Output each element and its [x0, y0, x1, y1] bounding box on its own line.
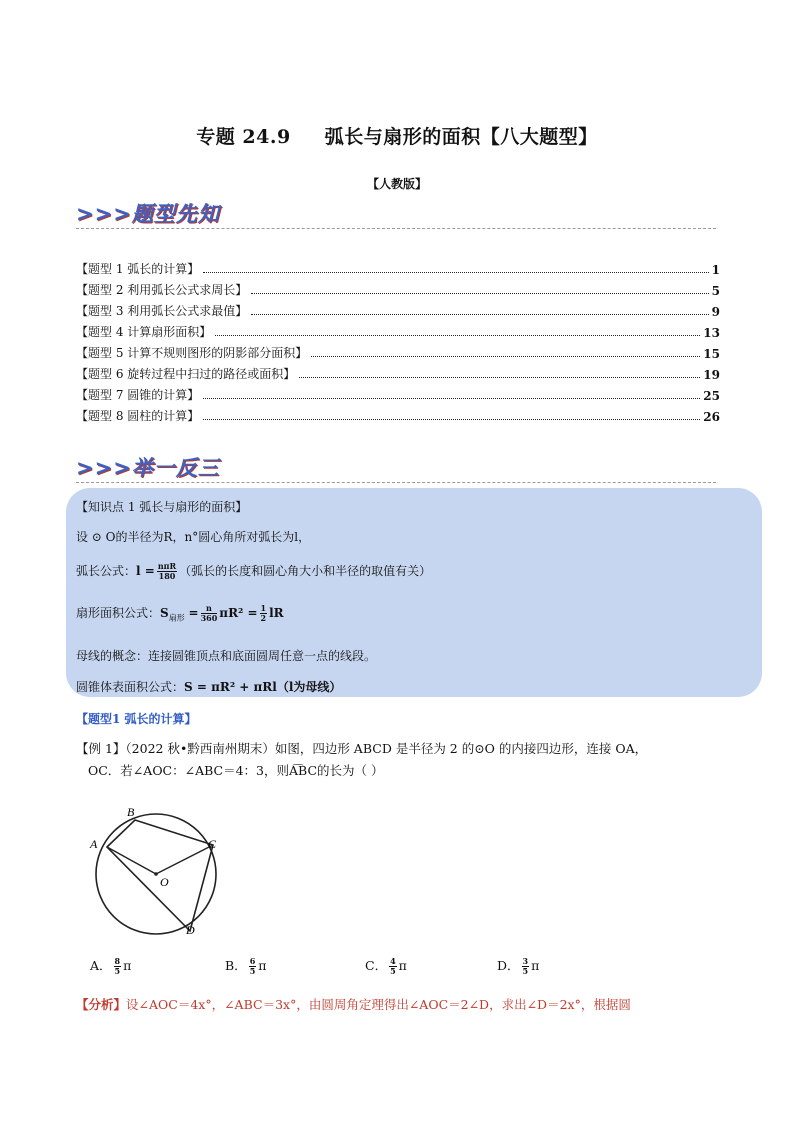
title-prefix: 专题 24.9 [196, 126, 291, 148]
toc-item[interactable]: 【题型 1 弧长的计算】 1 [76, 262, 720, 277]
analysis-body: 设∠AOC＝4x°，∠ABC＝3x°，由圆周角定理得出∠AOC＝2∠D，求出∠D＝2x°，根据圆 [126, 997, 631, 1012]
label-c: C [208, 837, 217, 851]
analysis-text [76, 995, 726, 1013]
label-a: A [90, 837, 98, 851]
generatrix-definition: 母线的概念：连接圆锥顶点和底面圆周任意一点的线段。 [76, 649, 377, 663]
toc-item[interactable]: 【题型 7 圆锥的计算】 25 [76, 388, 720, 403]
knowledge-definition: 设 ⊙ O的半径为R，n°圆心角所对弧长为l， [76, 530, 311, 544]
examples-banner: >>>举一反三 [76, 456, 220, 480]
example-text [76, 738, 726, 782]
segment-oc [156, 845, 213, 874]
segment-oa [107, 847, 156, 874]
example-line-2: OC．若∠AOC：∠ABC＝4：3，则A͡BC的长为（ ） [88, 763, 384, 778]
toc-item[interactable]: 【题型 5 计算不规则图形的阴影部分面积】 15 [76, 346, 720, 361]
edition-label: 【人教版】 [366, 177, 427, 191]
option-b[interactable]: B． $\frac{6}{5}$ π [225, 956, 267, 976]
toc-item[interactable]: 【题型 3 利用弧长公式求最值】 9 [76, 304, 720, 319]
arc-length-formula: 弧长公式：l = $\frac{\text{nπR}}{180}$ （弧长的长度和圆心角大小和半径的取值有关） [76, 561, 432, 581]
label-b: B [127, 805, 135, 819]
analysis-head: 【分析】 [76, 997, 127, 1012]
page-title [0, 122, 794, 149]
knowledge-box [66, 488, 762, 697]
example-line-1: 【例 1】（2022 秋•黔西南州期末）如图，四边形 ABCD 是半径为 2 的⊙O 的内接四边形，连接 OA， [76, 741, 648, 756]
option-c[interactable]: C． $\frac{4}{5}$ π [365, 956, 407, 976]
label-d: D [186, 923, 195, 937]
toc-divider [76, 228, 716, 229]
title-main: 弧长与扇形的面积【八大题型】 [324, 126, 598, 148]
section-heading: 【题型1 弧长的计算】 [76, 712, 197, 726]
examples-divider [76, 482, 716, 483]
option-d[interactable]: D． $\frac{3}{5}$ π [497, 956, 540, 976]
knowledge-heading: 【知识点 1 弧长与扇形的面积】 [76, 500, 248, 514]
toc-item[interactable]: 【题型 2 利用弧长公式求周长】 5 [76, 283, 720, 298]
toc-banner: >>>题型先知 [76, 202, 220, 226]
option-a[interactable]: A． $\frac{8}{5}$ π [90, 956, 132, 976]
table-of-contents [76, 256, 720, 424]
toc-item[interactable]: 【题型 6 旋转过程中扫过的路径或面积】 19 [76, 367, 720, 382]
circle-diagram [80, 800, 240, 950]
cone-surface-formula: 圆锥体表面积公式：S = πR² + πRl（l为母线） [76, 680, 342, 694]
toc-item[interactable]: 【题型 4 计算扇形面积】 13 [76, 325, 720, 340]
label-o: O [160, 875, 169, 889]
center-point [154, 872, 158, 876]
toc-item[interactable]: 【题型 8 圆柱的计算】 26 [76, 409, 720, 424]
sector-area-formula: 扇形面积公式：$S_{扇形}$ = $\frac{n}{360}$ πR² = $\frac{1}{2}$ lR [76, 603, 284, 623]
